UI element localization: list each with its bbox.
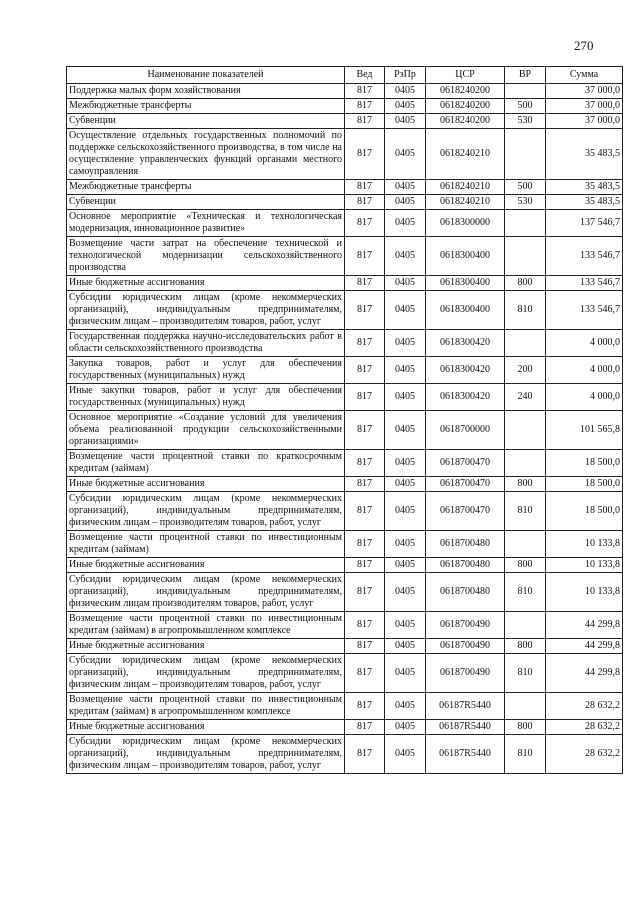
budget-table — [66, 66, 623, 774]
cell-name: Иные бюджетные ассигнования — [67, 639, 345, 654]
cell-name: Субсидии юридическим лицам (кроме некоммерческих организаций), индивидуальным предпринимателям, физическим лицам – производителям товаров, работ, услуг — [67, 735, 345, 774]
cell-rzpr: 0405 — [385, 558, 426, 573]
table-row — [67, 612, 623, 639]
header-name: Наименование показателей — [67, 67, 345, 84]
cell-name: Поддержка малых форм хозяйствования — [67, 84, 345, 99]
cell-ved: 817 — [345, 114, 385, 129]
cell-vr — [505, 237, 546, 276]
cell-csr: 0618240200 — [426, 99, 505, 114]
cell-vr: 800 — [505, 276, 546, 291]
cell-rzpr: 0405 — [385, 357, 426, 384]
cell-rzpr: 0405 — [385, 276, 426, 291]
cell-name: Субвенции — [67, 195, 345, 210]
cell-vr: 800 — [505, 477, 546, 492]
cell-rzpr: 0405 — [385, 114, 426, 129]
cell-vr: 810 — [505, 492, 546, 531]
cell-csr: 06187R5440 — [426, 720, 505, 735]
header-sum: Сумма — [546, 67, 623, 84]
cell-vr: 530 — [505, 195, 546, 210]
cell-sum: 35 483,5 — [546, 180, 623, 195]
cell-csr: 0618700490 — [426, 639, 505, 654]
cell-sum: 133 546,7 — [546, 276, 623, 291]
cell-ved: 817 — [345, 720, 385, 735]
cell-ved: 817 — [345, 693, 385, 720]
cell-name: Осуществление отдельных государственных полномочий по поддержке сельскохозяйственного производства, в том числе на осуществление управленческих функций органами местного самоуправления — [67, 129, 345, 180]
table-row — [67, 531, 623, 558]
cell-name: Возмещение части процентной ставки по краткосрочным кредитам (займам) — [67, 450, 345, 477]
cell-ved: 817 — [345, 612, 385, 639]
cell-rzpr: 0405 — [385, 180, 426, 195]
cell-ved: 817 — [345, 357, 385, 384]
cell-csr: 0618240210 — [426, 180, 505, 195]
header-csr: ЦСР — [426, 67, 505, 84]
cell-vr — [505, 210, 546, 237]
cell-rzpr: 0405 — [385, 720, 426, 735]
cell-rzpr: 0405 — [385, 99, 426, 114]
table-row — [67, 477, 623, 492]
cell-ved: 817 — [345, 237, 385, 276]
table-row — [67, 210, 623, 237]
cell-csr: 0618700490 — [426, 654, 505, 693]
cell-vr — [505, 450, 546, 477]
cell-name: Иные закупки товаров, работ и услуг для обеспечения государственных (муниципальных) нужд — [67, 384, 345, 411]
cell-rzpr: 0405 — [385, 612, 426, 639]
cell-name: Основное мероприятие «Техническая и технологическая модернизация, инновационное развитие» — [67, 210, 345, 237]
cell-sum: 28 632,2 — [546, 735, 623, 774]
cell-ved: 817 — [345, 654, 385, 693]
cell-rzpr: 0405 — [385, 129, 426, 180]
cell-sum: 44 299,8 — [546, 612, 623, 639]
header-row — [67, 67, 623, 84]
cell-vr — [505, 411, 546, 450]
page-number: 270 — [574, 38, 594, 53]
cell-sum: 4 000,0 — [546, 357, 623, 384]
cell-name: Иные бюджетные ассигнования — [67, 720, 345, 735]
cell-rzpr: 0405 — [385, 195, 426, 210]
cell-vr: 810 — [505, 654, 546, 693]
cell-sum: 4 000,0 — [546, 384, 623, 411]
cell-ved: 817 — [345, 573, 385, 612]
cell-ved: 817 — [345, 129, 385, 180]
cell-sum: 44 299,8 — [546, 639, 623, 654]
cell-csr: 0618700480 — [426, 558, 505, 573]
cell-ved: 817 — [345, 330, 385, 357]
cell-vr: 800 — [505, 558, 546, 573]
cell-csr: 0618700490 — [426, 612, 505, 639]
cell-name: Возмещение части процентной ставки по инвестиционным кредитам (займам) в агропромышленном комплексе — [67, 693, 345, 720]
cell-vr: 500 — [505, 180, 546, 195]
table-row — [67, 330, 623, 357]
cell-ved: 817 — [345, 492, 385, 531]
cell-sum: 18 500,0 — [546, 477, 623, 492]
cell-sum: 18 500,0 — [546, 492, 623, 531]
table-row — [67, 99, 623, 114]
cell-csr: 0618700480 — [426, 531, 505, 558]
table-row — [67, 129, 623, 180]
cell-vr — [505, 531, 546, 558]
cell-name: Государственная поддержка научно-исследовательских работ в области сельскохозяйственного производства — [67, 330, 345, 357]
cell-sum: 133 546,7 — [546, 237, 623, 276]
table-header — [67, 67, 623, 84]
cell-ved: 817 — [345, 477, 385, 492]
cell-name: Закупка товаров, работ и услуг для обеспечения государственных (муниципальных) нужд — [67, 357, 345, 384]
cell-ved: 817 — [345, 99, 385, 114]
cell-ved: 817 — [345, 558, 385, 573]
cell-rzpr: 0405 — [385, 330, 426, 357]
cell-name: Субсидии юридическим лицам (кроме некоммерческих организаций), индивидуальным предпринимателям, физическим лицам – производителям товаров, работ, услуг — [67, 291, 345, 330]
table-row — [67, 411, 623, 450]
cell-ved: 817 — [345, 210, 385, 237]
cell-csr: 0618300400 — [426, 291, 505, 330]
cell-sum: 137 546,7 — [546, 210, 623, 237]
cell-csr: 0618700470 — [426, 450, 505, 477]
cell-rzpr: 0405 — [385, 477, 426, 492]
cell-csr: 0618700480 — [426, 573, 505, 612]
cell-vr: 240 — [505, 384, 546, 411]
cell-rzpr: 0405 — [385, 210, 426, 237]
cell-sum: 101 565,8 — [546, 411, 623, 450]
cell-rzpr: 0405 — [385, 735, 426, 774]
cell-sum: 10 133,8 — [546, 573, 623, 612]
cell-rzpr: 0405 — [385, 411, 426, 450]
cell-csr: 0618300420 — [426, 330, 505, 357]
cell-vr: 200 — [505, 357, 546, 384]
table-row — [67, 492, 623, 531]
table-row — [67, 84, 623, 99]
cell-sum: 37 000,0 — [546, 99, 623, 114]
cell-sum: 44 299,8 — [546, 654, 623, 693]
cell-csr: 0618300000 — [426, 210, 505, 237]
cell-name: Возмещение части затрат на обеспечение технической и технологической модернизации сельскохозяйственного производства — [67, 237, 345, 276]
cell-ved: 817 — [345, 195, 385, 210]
cell-vr — [505, 612, 546, 639]
cell-csr: 0618240210 — [426, 129, 505, 180]
cell-ved: 817 — [345, 531, 385, 558]
cell-name: Субсидии юридическим лицам (кроме некоммерческих организаций), индивидуальным предпринимателям, физическим лицам производителям товаров, работ, услуг — [67, 573, 345, 612]
table-row — [67, 450, 623, 477]
cell-name: Межбюджетные трансферты — [67, 180, 345, 195]
table-row — [67, 558, 623, 573]
cell-rzpr: 0405 — [385, 639, 426, 654]
cell-vr — [505, 693, 546, 720]
table-row — [67, 195, 623, 210]
cell-csr: 0618700000 — [426, 411, 505, 450]
table-body — [67, 84, 623, 774]
cell-rzpr: 0405 — [385, 573, 426, 612]
table-row — [67, 735, 623, 774]
table-row — [67, 276, 623, 291]
cell-csr: 0618700470 — [426, 492, 505, 531]
cell-name: Возмещение части процентной ставки по инвестиционным кредитам (займам) — [67, 531, 345, 558]
cell-vr: 800 — [505, 720, 546, 735]
cell-rzpr: 0405 — [385, 654, 426, 693]
cell-name: Субсидии юридическим лицам (кроме некоммерческих организаций), индивидуальным предпринимателям, физическим лицам – производителям товаров, работ, услуг — [67, 492, 345, 531]
table-row — [67, 720, 623, 735]
cell-rzpr: 0405 — [385, 531, 426, 558]
table-row — [67, 180, 623, 195]
cell-vr — [505, 330, 546, 357]
cell-name: Межбюджетные трансферты — [67, 99, 345, 114]
cell-sum: 28 632,2 — [546, 693, 623, 720]
cell-ved: 817 — [345, 450, 385, 477]
cell-csr: 0618240210 — [426, 195, 505, 210]
cell-sum: 4 000,0 — [546, 330, 623, 357]
table-row — [67, 114, 623, 129]
header-vr: ВР — [505, 67, 546, 84]
table-row — [67, 357, 623, 384]
cell-rzpr: 0405 — [385, 237, 426, 276]
cell-ved: 817 — [345, 735, 385, 774]
cell-ved: 817 — [345, 411, 385, 450]
cell-sum: 10 133,8 — [546, 558, 623, 573]
cell-vr — [505, 129, 546, 180]
cell-rzpr: 0405 — [385, 492, 426, 531]
cell-sum: 35 483,5 — [546, 129, 623, 180]
cell-ved: 817 — [345, 384, 385, 411]
cell-csr: 0618240200 — [426, 84, 505, 99]
header-ved: Вед — [345, 67, 385, 84]
cell-vr: 530 — [505, 114, 546, 129]
cell-name: Субвенции — [67, 114, 345, 129]
cell-sum: 18 500,0 — [546, 450, 623, 477]
cell-csr: 0618300420 — [426, 384, 505, 411]
table-row — [67, 384, 623, 411]
cell-name: Субсидии юридическим лицам (кроме некоммерческих организаций), индивидуальным предпринимателям, физическим лицам – производителям товаров, работ, услуг — [67, 654, 345, 693]
header-rzpr: РзПр — [385, 67, 426, 84]
cell-rzpr: 0405 — [385, 450, 426, 477]
table-row — [67, 573, 623, 612]
cell-vr: 810 — [505, 573, 546, 612]
cell-ved: 817 — [345, 180, 385, 195]
cell-ved: 817 — [345, 276, 385, 291]
cell-ved: 817 — [345, 639, 385, 654]
cell-csr: 0618300400 — [426, 276, 505, 291]
cell-csr: 06187R5440 — [426, 693, 505, 720]
cell-name: Иные бюджетные ассигнования — [67, 276, 345, 291]
cell-sum: 28 632,2 — [546, 720, 623, 735]
cell-vr: 810 — [505, 735, 546, 774]
table-row — [67, 639, 623, 654]
table-row — [67, 237, 623, 276]
cell-csr: 06187R5440 — [426, 735, 505, 774]
cell-ved: 817 — [345, 291, 385, 330]
cell-name: Основное мероприятие «Создание условий для увеличения объема реализованной продукции сельскохозяйственными организациями» — [67, 411, 345, 450]
cell-vr: 500 — [505, 99, 546, 114]
cell-name: Возмещение части процентной ставки по инвестиционным кредитам (займам) в агропромышленном комплексе — [67, 612, 345, 639]
cell-csr: 0618300420 — [426, 357, 505, 384]
cell-rzpr: 0405 — [385, 693, 426, 720]
cell-csr: 0618700470 — [426, 477, 505, 492]
cell-csr: 0618240200 — [426, 114, 505, 129]
cell-name: Иные бюджетные ассигнования — [67, 558, 345, 573]
table-row — [67, 291, 623, 330]
cell-rzpr: 0405 — [385, 384, 426, 411]
cell-name: Иные бюджетные ассигнования — [67, 477, 345, 492]
cell-ved: 817 — [345, 84, 385, 99]
cell-sum: 37 000,0 — [546, 114, 623, 129]
cell-vr: 800 — [505, 639, 546, 654]
cell-sum: 133 546,7 — [546, 291, 623, 330]
cell-sum: 37 000,0 — [546, 84, 623, 99]
cell-vr — [505, 84, 546, 99]
table-row — [67, 654, 623, 693]
cell-csr: 0618300400 — [426, 237, 505, 276]
cell-rzpr: 0405 — [385, 291, 426, 330]
table-row — [67, 693, 623, 720]
cell-sum: 35 483,5 — [546, 195, 623, 210]
cell-rzpr: 0405 — [385, 84, 426, 99]
cell-sum: 10 133,8 — [546, 531, 623, 558]
cell-vr: 810 — [505, 291, 546, 330]
